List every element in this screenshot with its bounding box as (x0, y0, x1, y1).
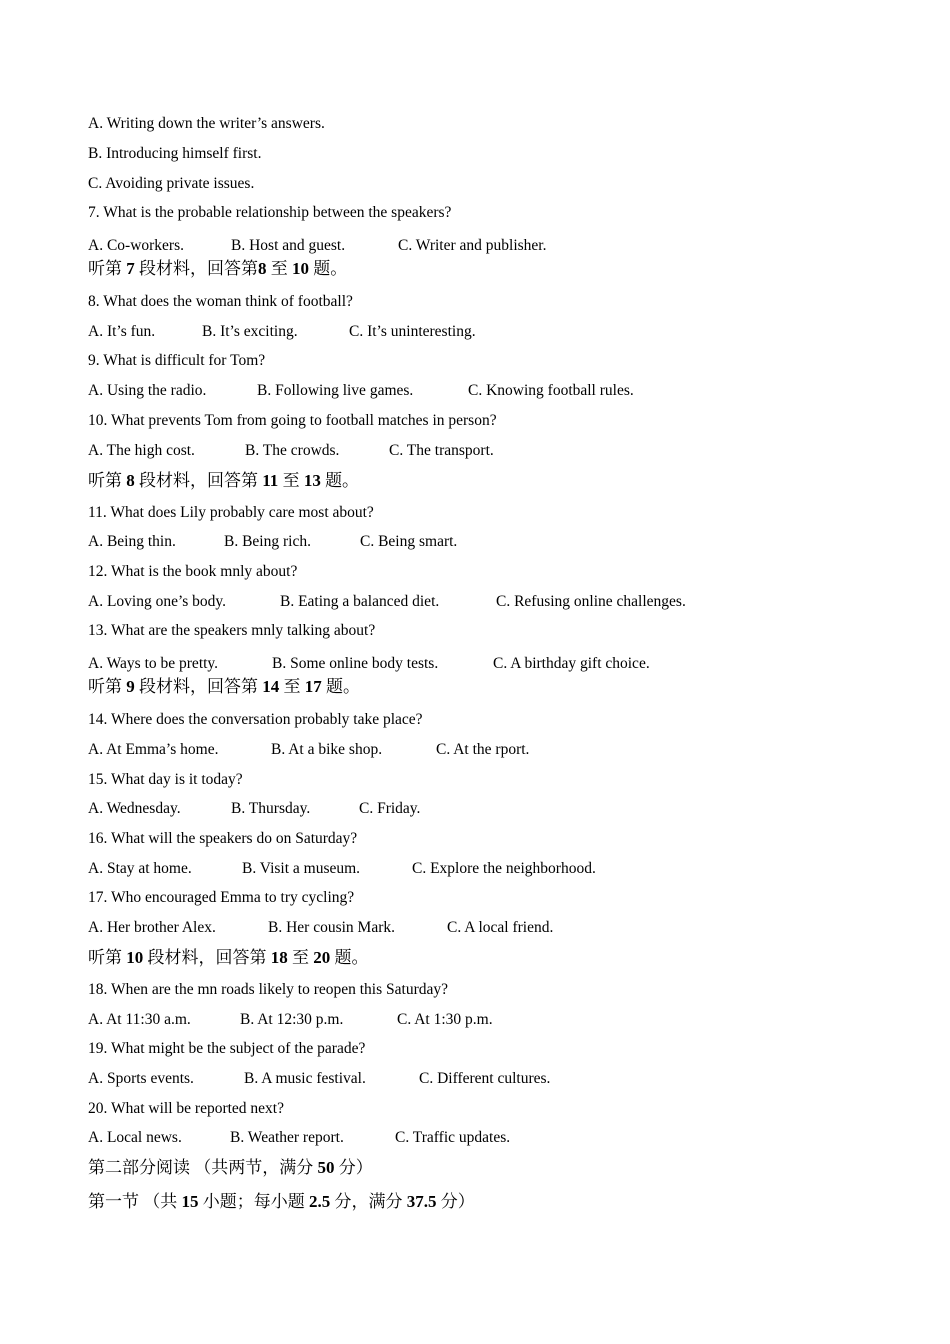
option-b: B. Visit a museum. (242, 860, 361, 877)
question-text: 12. What is the book mnly about? (88, 563, 298, 580)
option-a: A. It’s fun. (88, 323, 156, 340)
options-row (88, 236, 546, 256)
option-a: A. Loving one’s body. (88, 593, 227, 610)
option-c: C. Writer and publisher. (398, 237, 547, 254)
option-b: B. The crowds. (245, 442, 340, 459)
options-row (88, 918, 553, 938)
question-text: 13. What are the speakers mnly talking about? (88, 622, 376, 639)
question-text: 11. What does Lily probably care most about? (88, 504, 374, 521)
question-text: 7. What is the probable relationship between the speakers? (88, 204, 452, 221)
options-row (88, 799, 420, 819)
question-text: 17. Who encouraged Emma to try cycling? (88, 889, 355, 906)
option-c: C. A birthday gift choice. (493, 655, 650, 672)
option-b: B. Weather report. (230, 1129, 344, 1146)
option-c: C. Refusing online challenges. (496, 593, 686, 610)
part-heading: 第二部分阅读 （共两节，满分 50 分） (88, 1158, 373, 1177)
option-b: B. It’s exciting. (202, 323, 298, 340)
option-c: C. Knowing football rules. (468, 382, 634, 399)
option-a: A. Stay at home. (88, 860, 192, 877)
option-c: C. At 1:30 p.m. (397, 1011, 493, 1028)
question-text: 10. What prevents Tom from going to football matches in person? (88, 412, 497, 429)
option-line: B. Introducing himself first. (88, 145, 262, 162)
option-b: B. A music festival. (244, 1070, 366, 1087)
option-c: C. At the rport. (436, 741, 530, 758)
options-row (88, 1010, 493, 1030)
option-a: A. The high cost. (88, 442, 195, 459)
option-a: A. Sports events. (88, 1070, 194, 1087)
options-row (88, 592, 686, 612)
options-row (88, 654, 650, 674)
option-line: A. Writing down the writer’s answers. (88, 115, 325, 132)
option-b: B. Eating a balanced diet. (280, 593, 440, 610)
option-c: C. A local friend. (447, 919, 554, 936)
option-a: A. Ways to be pretty. (88, 655, 219, 672)
option-a: A. At 11:30 a.m. (88, 1011, 191, 1028)
option-b: B. At 12:30 p.m. (240, 1011, 344, 1028)
options-row (88, 532, 457, 552)
option-a: A. At Emma’s home. (88, 741, 219, 758)
options-row (88, 1128, 510, 1148)
option-a: A. Using the radio. (88, 382, 207, 399)
option-c: C. Different cultures. (419, 1070, 551, 1087)
option-a: A. Co-workers. (88, 237, 184, 254)
question-text: 9. What is difficult for Tom? (88, 352, 266, 369)
section-heading: 听第 8 段材料，回答第 11 至 13 题。 (88, 471, 360, 490)
question-text: 8. What does the woman think of football? (88, 293, 353, 310)
option-b: B. Host and guest. (231, 237, 346, 254)
option-c: C. It’s uninteresting. (349, 323, 476, 340)
option-b: B. At a bike shop. (271, 741, 383, 758)
section-heading: 听第 10 段材料，回答第 18 至 20 题。 (88, 948, 369, 967)
question-text: 14. Where does the conversation probably take place? (88, 711, 423, 728)
options-row (88, 322, 476, 342)
option-a: A. Her brother Alex. (88, 919, 216, 936)
question-text: 18. When are the mn roads likely to reopen this Saturday? (88, 981, 448, 998)
question-text: 19. What might be the subject of the parade? (88, 1040, 366, 1057)
option-b: B. Thursday. (231, 800, 311, 817)
options-row (88, 381, 634, 401)
options-row (88, 859, 596, 879)
option-c: C. Traffic updates. (395, 1129, 511, 1146)
option-b: B. Being rich. (224, 533, 311, 550)
option-c: C. The transport. (389, 442, 494, 459)
section-heading: 听第 9 段材料，回答第 14 至 17 题。 (88, 677, 360, 696)
question-text: 16. What will the speakers do on Saturday? (88, 830, 358, 847)
options-row (88, 1069, 550, 1089)
options-row (88, 740, 529, 760)
option-b: B. Her cousin Mark. (268, 919, 395, 936)
option-a: A. Local news. (88, 1129, 182, 1146)
question-text: 20. What will be reported next? (88, 1100, 284, 1117)
question-text: 15. What day is it today? (88, 771, 243, 788)
section-heading: 听第 7 段材料，回答第8 至 10 题。 (88, 259, 348, 278)
option-a: A. Being thin. (88, 533, 176, 550)
option-a: A. Wednesday. (88, 800, 181, 817)
options-row (88, 441, 494, 461)
option-line: C. Avoiding private issues. (88, 175, 255, 192)
option-b: B. Following live games. (257, 382, 414, 399)
option-c: C. Being smart. (360, 533, 458, 550)
section-heading: 第一节 （共 15 小题；每小题 2.5 分，满分 37.5 分） (88, 1192, 475, 1211)
option-c: C. Friday. (359, 800, 421, 817)
option-b: B. Some online body tests. (272, 655, 439, 672)
option-c: C. Explore the neighborhood. (412, 860, 596, 877)
